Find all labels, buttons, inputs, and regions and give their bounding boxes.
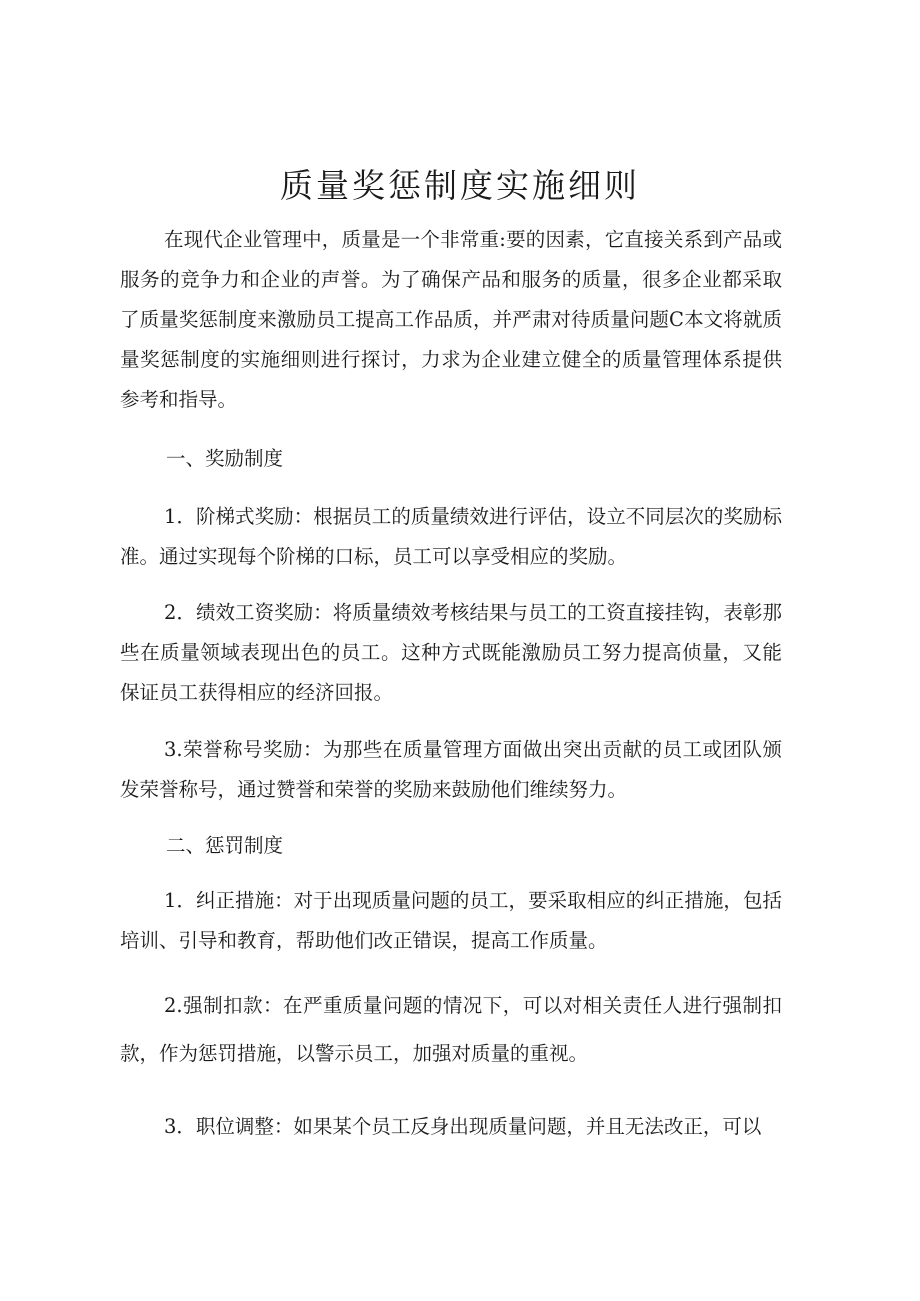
penalty-item-2: 2.强制扣款：在严重质量问题的情况下，可以对相关责任人进行强制扣款，作为惩罚措施，以警示员工，加强对质量的重视。	[120, 994, 782, 1065]
penalty-item-1: 1．纠正措施：对于出现质量问题的员工，要采取相应的纠正措施，包括培训、引导和教育，帮助他们改正错误，提高工作质量。	[120, 889, 782, 952]
reward-item-2: 2．绩效工资奖励：将质量绩效考核结果与员工的工资直接挂钩，表彰那些在质量领域表现出色的员工。这种方式既能激励员工努力提高侦量，又能保证员工获得相应的经济回报。	[120, 601, 782, 704]
intro-paragraph: 在现代企业管理中，质量是一个非常重:要的因素，它直接关系到产品或服务的竞争力和企业的声誉。为了确保产品和服务的质量，很多企业都采取了质量奖惩制度来激励员工提高工作品质，并严肃对待质量问题C本文将就质量奖惩制度的实施细则进行探讨，力求为企业建立健全的质量管理体系提供参考和指导。	[120, 228, 782, 411]
section-heading-rewards: 一、奖励制度	[166, 447, 284, 470]
reward-item-3: 3.荣誉称号奖励：为那些在质量管理方面做出突出贡献的员工或团队颁发荣誉称号，通过赞誉和荣誉的奖励来鼓励他们维续努力。	[120, 738, 782, 801]
reward-item-1: 1．阶梯式奖励：根据员工的质量绩效进行评估，设立不同层次的奖励标准。通过实现每个阶梯的口标，员工可以享受相应的奖励。	[120, 505, 782, 568]
penalty-item-3: 3．职位调整：如果某个员工反身出现质量问题，并且无法改正，可以	[164, 1115, 762, 1138]
section-heading-penalties: 二、惩罚制度	[166, 834, 284, 857]
document-title: 质量奖惩制度实施细则	[280, 166, 640, 205]
